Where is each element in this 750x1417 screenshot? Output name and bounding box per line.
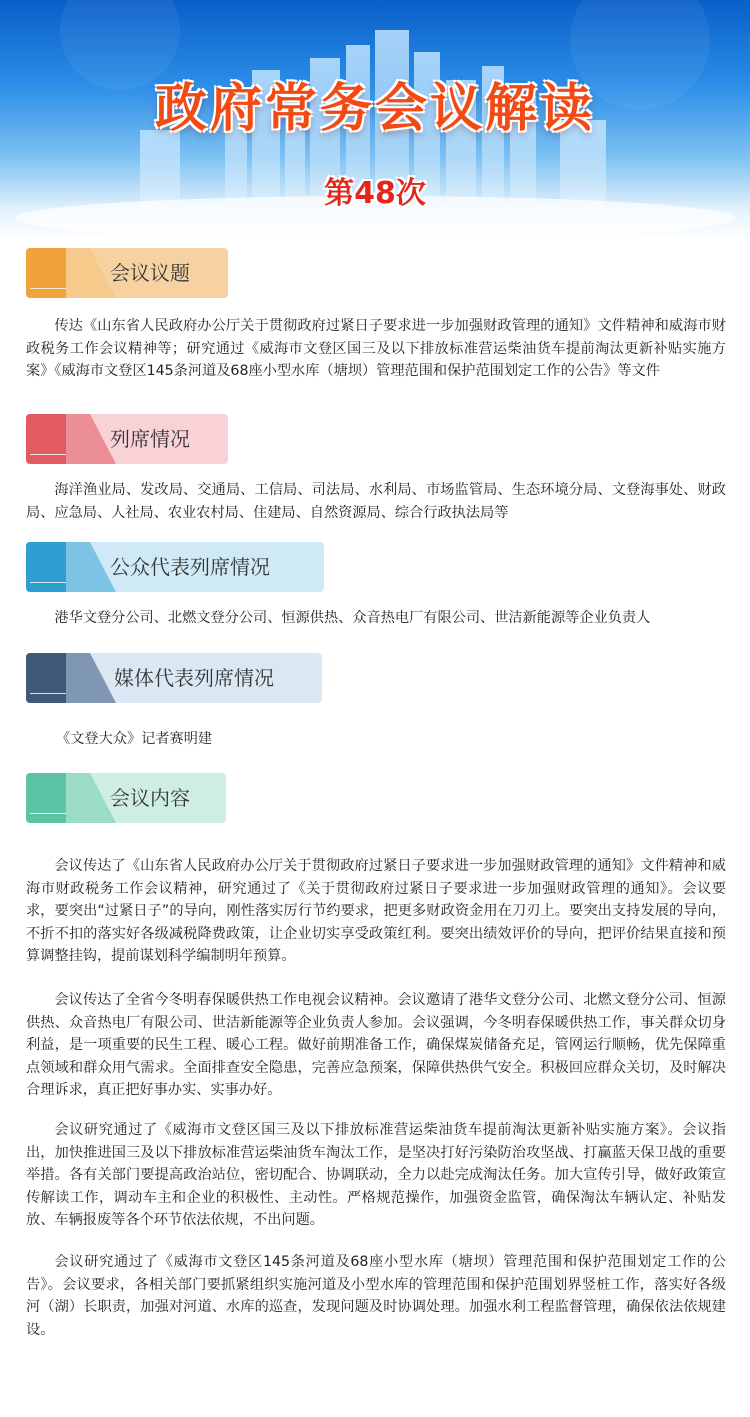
page-title: 政府常务会议解读 bbox=[154, 78, 595, 139]
session-number: 第48次 bbox=[324, 176, 426, 211]
section-heading: 公众代表列席情况 bbox=[110, 555, 270, 579]
section-accent-line bbox=[30, 454, 66, 455]
section-header-topics bbox=[26, 248, 228, 298]
section-heading: 列席情况 bbox=[110, 427, 190, 451]
section-heading: 会议内容 bbox=[110, 786, 190, 810]
section-accent-line bbox=[30, 582, 66, 583]
content-paragraph: 会议研究通过了《威海市文登区145条河道及68座小型水库（塘坝）管理范围和保护范围划定工作的公告》。会议要求，各相关部门要抓紧组织实施河道及小型水库的管理范围和保护范围划界竖桩工作，落实好各级河（湖）长职责，加强对河道、水库的巡查，发现问题及时协调处理。加强水利工程监督管理，确保依法依规建设。 bbox=[26, 1254, 726, 1338]
content-paragraph: 会议传达了全省今冬明春保暖供热工作电视会议精神。会议邀请了港华文登分公司、北燃文登分公司、恒源供热、众音热电厂有限公司、世洁新能源等企业负责人参加。会议强调，今冬明春保暖供热工作，事关群众切身利益，是一项重要的民生工程、暖心工程。做好前期准备工作，确保煤炭储备充足，管网运行顺畅，优先保障重点领域和群众用气需求。全面排查安全隐患，完善应急预案，保障供热供气安全。积极回应群众关切，及时解决合理诉求，真正把好事办实、实事办好。 bbox=[26, 992, 726, 1099]
section-fold-graphic bbox=[66, 773, 116, 823]
section-fold-graphic bbox=[66, 414, 116, 464]
section-header-media bbox=[26, 653, 322, 703]
topics-text: 传达《山东省人民政府办公厅关于贯彻政府过紧日子要求进一步加强财政管理的通知》文件精神和威海市财政税务工作会议精神等；研究通过《威海市文登区国三及以下排放标准营运柴油货车提前淘汰更新补贴实施方案》《威海市文登区145条河道及68座小型水库（塘坝）管理范围和保护范围划定工作的公告》等文件 bbox=[26, 318, 726, 380]
section-fold-graphic bbox=[66, 653, 116, 703]
attendees-text: 海洋渔业局、发改局、交通局、工信局、司法局、水利局、市场监管局、生态环境分局、文登海事处、财政局、应急局、人社局、农业农村局、住建局、自然资源局、综合行政执法局等 bbox=[26, 482, 726, 521]
header-banner bbox=[0, 0, 750, 240]
section-header-content bbox=[26, 773, 226, 823]
section-fold-graphic bbox=[66, 248, 116, 298]
content-paragraph: 会议研究通过了《威海市文登区国三及以下排放标准营运柴油货车提前淘汰更新补贴实施方案》。会议指出，加快推进国三及以下排放标准营运柴油货车淘汰工作，是坚决打好污染防治攻坚战、打赢蓝天保卫战的重要举措。各有关部门要提高政治站位，密切配合、协调联动，全力以赴完成淘汰任务。加大宣传引导，做好政策宣传解读工作，调动车主和企业的积极性、主动性。严格规范操作，加强资金监管，确保淘汰车辆认定、补贴发放、车辆报废等各个环节依法依规，不出问题。 bbox=[26, 1122, 726, 1229]
section-header-attendees bbox=[26, 414, 228, 464]
section-accent-line bbox=[30, 693, 66, 694]
section-accent-line bbox=[30, 288, 66, 289]
section-heading: 媒体代表列席情况 bbox=[114, 666, 274, 690]
section-accent-line bbox=[30, 813, 66, 814]
public-text: 港华文登分公司、北燃文登分公司、恒源供热、众音热电厂有限公司、世洁新能源等企业负责人 bbox=[54, 610, 651, 626]
section-fold-graphic bbox=[66, 542, 116, 592]
section-heading: 会议议题 bbox=[110, 261, 190, 285]
section-header-public bbox=[26, 542, 324, 592]
media-text: 《文登大众》记者赛明建 bbox=[56, 731, 213, 747]
content-paragraph: 会议传达了《山东省人民政府办公厅关于贯彻政府过紧日子要求进一步加强财政管理的通知》文件精神和威海市财政税务工作会议精神，研究通过了《关于贯彻政府过紧日子要求进一步加强财政管理的通知》。会议要求，要突出“过紧日子”的导向，刚性落实厉行节约要求，把更多财政资金用在刀刃上。要突出支持发展的导向，不折不扣的落实好各级减税降费政策，让企业切实享受政策红利。要突出绩效评价的导向，把评价结果直接和预算调整挂钩，提前谋划科学编制明年预算。 bbox=[26, 858, 726, 965]
